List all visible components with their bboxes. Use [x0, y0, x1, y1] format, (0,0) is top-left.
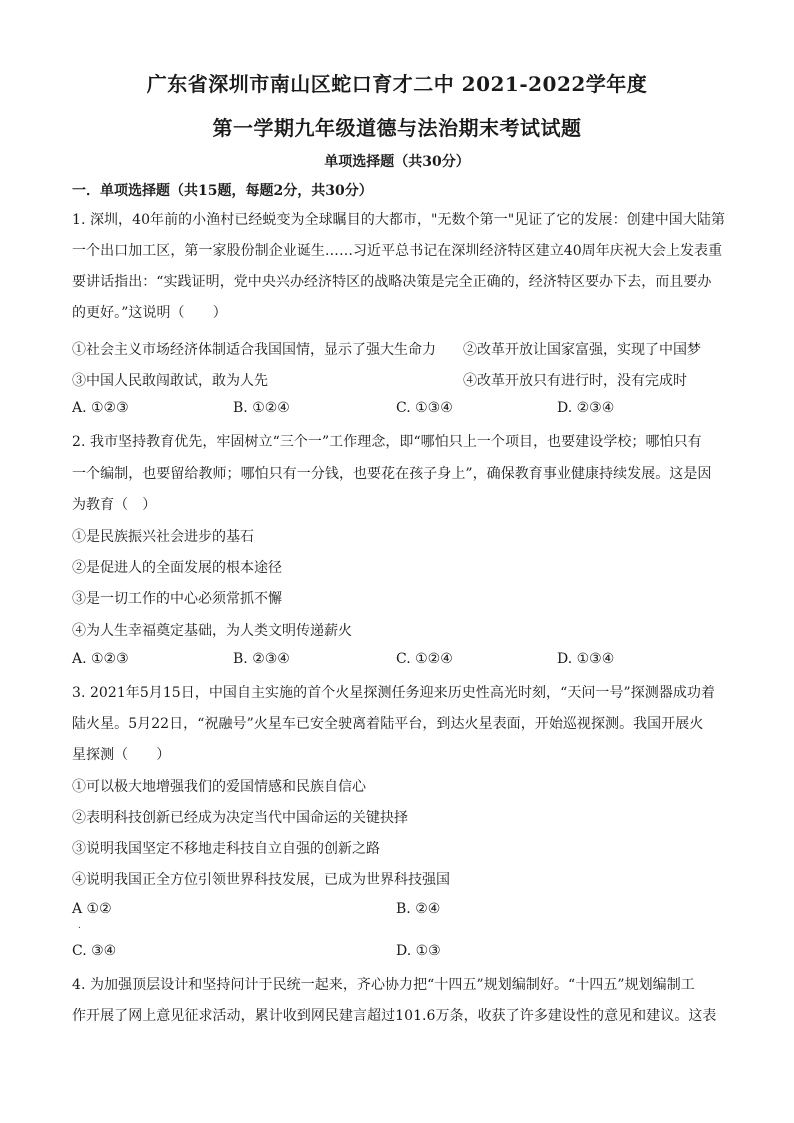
question-1-item: ③中国人民敢闯敢试，敢为人先	[72, 373, 268, 389]
question-3-item: ③说明我国坚定不移地走科技自立自强的创新之路	[72, 841, 380, 857]
question-2-line: 一个编制，也要留给教师；哪怕只有一分钱，也要花在孩子身上”，确保教育事业健康持续发展。这是因	[72, 466, 712, 482]
question-3-option-a[interactable]: A ①②	[72, 901, 112, 917]
question-1-item: ④改革开放只有进行时，没有完成时	[463, 373, 687, 389]
question-3-item: ④说明我国正全方位引领世界科技发展，已成为世界科技强国	[72, 872, 450, 888]
question-2-option-d[interactable]: D. ①③④	[557, 651, 615, 667]
question-1-line: 的更好。”这说明（ ）	[72, 305, 227, 321]
section-subtitle: 单项选择题（共30分）	[324, 154, 470, 170]
question-3-line: 3. 2021年5月15日，中国自主实施的首个火星探测任务迎来历史性高光时刻，“天问一号”探测器成功着	[72, 685, 716, 701]
question-3-item: ①可以极大地增强我们的爱国情感和民族自信心	[72, 779, 366, 795]
section-heading: 一．单项选择题（共15题，每题2分，共30分）	[72, 183, 373, 199]
question-4-line: 4. 为加强顶层设计和坚持问计于民统一起来，齐心协力把“十四五”规划编制好。“十四五”规划编制工	[72, 977, 695, 993]
question-2-option-c[interactable]: C. ①②④	[396, 651, 453, 667]
question-1-line: 1. 深圳，40年前的小渔村已经蜕变为全球瞩目的大都市，"无数个第一"见证了它的发展：创建中国大陆第	[72, 212, 725, 228]
stray-mark: .	[78, 921, 81, 931]
question-1-item: ②改革开放让国家富强，实现了中国梦	[463, 342, 701, 358]
question-2-item: ④为人生幸福奠定基础，为人类文明传递薪火	[72, 623, 352, 639]
question-2-line: 为教育（ ）	[72, 497, 157, 513]
question-4-line: 作开展了网上意见征求活动，累计收到网民建言超过101.6万条，收获了许多建设性的意见和建议。这表	[72, 1008, 717, 1024]
question-1-line: 一个出口加工区，第一家股份制企业诞生……习近平总书记在深圳经济特区建立40周年庆祝大会上发表重	[72, 243, 723, 259]
question-2-option-b[interactable]: B. ②③④	[233, 651, 290, 667]
question-1-item: ①社会主义市场经济体制适合我国国情，显示了强大生命力	[72, 342, 436, 358]
exam-title-line2: 第一学期九年级道德与法治期末考试试题	[212, 116, 582, 140]
question-2-item: ③是一切工作的中心必须常抓不懈	[72, 591, 282, 607]
question-1-line: 要讲话指出：“实践证明，党中央兴办经济特区的战略决策是完全正确的，经济特区要办下去，而且要办	[72, 274, 712, 290]
question-1-option-d[interactable]: D. ②③④	[557, 400, 615, 416]
question-2-item: ①是民族振兴社会进步的基石	[72, 529, 254, 545]
question-1-option-c[interactable]: C. ①③④	[396, 400, 453, 416]
question-1-option-b[interactable]: B. ①②④	[233, 400, 290, 416]
question-3-line: 陆火星。5月22日，“祝融号”火星车已安全驶离着陆平台，到达火星表面，开始巡视探测。我国开展火	[72, 716, 704, 732]
exam-title-line1: 广东省深圳市南山区蛇口育才二中 2021-2022学年度	[146, 72, 648, 96]
question-2-line: 2. 我市坚持教育优先，牢固树立“三个一”工作理念，即“哪怕只上一个项目，也要建设学校；哪怕只有	[72, 434, 702, 450]
question-1-option-a[interactable]: A. ①②③	[72, 400, 129, 416]
question-3-item: ②表明科技创新已经成为决定当代中国命运的关键抉择	[72, 810, 408, 826]
question-2-item: ②是促进人的全面发展的根本途径	[72, 560, 282, 576]
question-3-line: 星探测（ ）	[72, 747, 171, 763]
question-3-option-c[interactable]: C. ③④	[72, 943, 117, 959]
question-3-option-d[interactable]: D. ①③	[396, 943, 441, 959]
question-2-option-a[interactable]: A. ①②③	[72, 651, 129, 667]
question-3-option-b[interactable]: B. ②④	[396, 901, 441, 917]
